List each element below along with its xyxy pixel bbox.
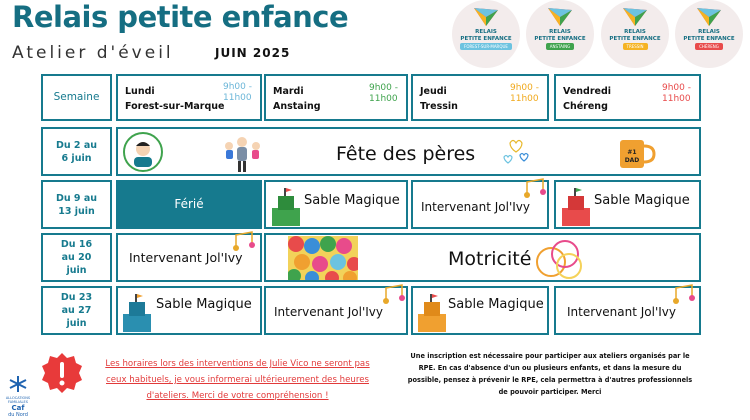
event-title: Intervenant Jol'Ivy: [567, 305, 676, 319]
event-title: Motricité: [448, 248, 532, 270]
event-sable-magique: [116, 286, 262, 335]
day-hours: 9h00 - 11h00: [510, 83, 539, 104]
ball-pit-icon: [288, 236, 358, 280]
event-ferie: [116, 180, 262, 229]
week-label: Du 9 au 13 juin: [41, 180, 112, 229]
event-title: Sable Magique: [156, 297, 252, 312]
kite-icon: [542, 6, 578, 28]
event-sable-magique: [411, 286, 549, 335]
caf-logo: [0, 375, 36, 420]
rpe-logo-chereng: [675, 0, 743, 68]
event-title: Férié: [174, 197, 204, 211]
sand-castle-icon: [268, 188, 304, 228]
day-cell-mardi: [264, 74, 408, 121]
logo-line1: RELAIS: [624, 29, 646, 35]
day-cell-jeudi: [411, 74, 549, 121]
event-fete-des-peres: [116, 127, 701, 176]
caf-line1: ALLOCATIONS: [5, 396, 31, 400]
day-name: Jeudi: [420, 86, 447, 97]
logo-band: ANSTAING: [546, 43, 574, 50]
day-hours: 9h00 - 11h00: [369, 83, 398, 104]
logo-line1: RELAIS: [698, 29, 720, 35]
event-sable-magique: [264, 180, 408, 229]
caf-line4: du Nord: [8, 412, 28, 418]
logo-line1: RELAIS: [549, 29, 571, 35]
event-intervenant-jolivy: [116, 233, 262, 282]
day-place: Forest-sur-Marque: [125, 101, 225, 112]
day-place: Anstaing: [273, 101, 321, 112]
mug-icon: [614, 132, 658, 174]
music-notes-icon: [523, 178, 551, 200]
page-title: Relais petite enfance: [12, 0, 349, 34]
hoops-icon: [531, 236, 591, 280]
event-title: Intervenant Jol'Ivy: [274, 305, 383, 319]
event-sable-magique: [554, 180, 701, 229]
sand-castle-icon: [119, 294, 155, 334]
week-header-cell: Semaine: [41, 74, 112, 121]
hearts-icon: [500, 135, 540, 171]
event-title: Sable Magique: [594, 193, 690, 208]
kite-icon: [468, 6, 504, 28]
svg-text:DAD: DAD: [624, 157, 640, 164]
registration-note: Une inscription est nécessaire pour participer aux ateliers organisés par le RPE. En cas d'absence d'un ou plusieurs enfants, et dans la mesure du possible, pensez à prévenir le RPE, cela permettra à d'autres professionnels de pouvoir participer. Merci: [407, 352, 693, 396]
schedule-warning-note: Les horaires lors des interventions de Julie Vico ne seront pas ceux habituels, je vous informerai ultérieurement des heures d'ateliers. Merci de votre compréhension !: [105, 359, 370, 401]
logo-band: CHÉRENG: [695, 43, 723, 50]
logo-line2: PETITE ENFANCE: [460, 36, 512, 42]
day-place: Chéreng: [563, 101, 608, 112]
logo-line1: RELAIS: [475, 29, 497, 35]
logo-band: TRESSIN: [623, 43, 648, 50]
rpe-logo-forest: [452, 0, 520, 68]
logo-band: FOREST-SUR-MARQUE: [460, 43, 512, 50]
day-place: Tressin: [420, 101, 458, 112]
event-motricite: [264, 233, 701, 282]
music-notes-icon: [672, 284, 700, 306]
day-name: Mardi: [273, 86, 304, 97]
logo-line2: PETITE ENFANCE: [683, 36, 735, 42]
event-title: Intervenant Jol'Ivy: [421, 200, 530, 214]
fathers-day-badge-icon: [123, 132, 163, 172]
sand-castle-icon: [558, 188, 594, 228]
kite-icon: [691, 6, 727, 28]
rpe-logo-tressin: [601, 0, 669, 68]
warning-badge-icon: [40, 352, 84, 394]
event-intervenant-jolivy: [411, 180, 549, 229]
kite-icon: [617, 6, 653, 28]
caf-line2: FAMILIALES: [8, 400, 28, 404]
week-label: Du 16 au 20 juin: [41, 233, 112, 282]
rpe-logo-anstaing: [526, 0, 594, 68]
caf-snowflake-icon: [7, 376, 29, 392]
day-hours: 9h00 - 11h00: [223, 82, 252, 103]
day-hours: 9h00 - 11h00: [662, 83, 691, 104]
music-notes-icon: [382, 284, 410, 306]
event-title: Intervenant Jol'Ivy: [129, 250, 243, 265]
caf-line3: Caf: [11, 404, 25, 412]
event-intervenant-jolivy: [264, 286, 408, 335]
event-intervenant-jolivy: [554, 286, 701, 335]
event-title: Fête des pères: [336, 143, 476, 165]
week-label: Du 23 au 27 juin: [41, 286, 112, 335]
month-label: JUIN 2025: [215, 46, 291, 60]
day-cell-lundi: [116, 74, 262, 121]
event-title: Sable Magique: [304, 193, 400, 208]
logo-line2: PETITE ENFANCE: [534, 36, 586, 42]
event-title: Sable Magique: [448, 297, 544, 312]
svg-text:#1: #1: [627, 149, 637, 156]
sand-castle-icon: [414, 294, 450, 334]
day-name: Lundi: [125, 86, 155, 97]
father-children-icon: [221, 132, 263, 174]
logo-line2: PETITE ENFANCE: [609, 36, 661, 42]
page-subtitle: Atelier d'éveil: [12, 43, 174, 63]
day-cell-vendredi: [554, 74, 701, 121]
week-label: Du 2 au 6 juin: [41, 127, 112, 176]
day-name: Vendredi: [563, 86, 612, 97]
